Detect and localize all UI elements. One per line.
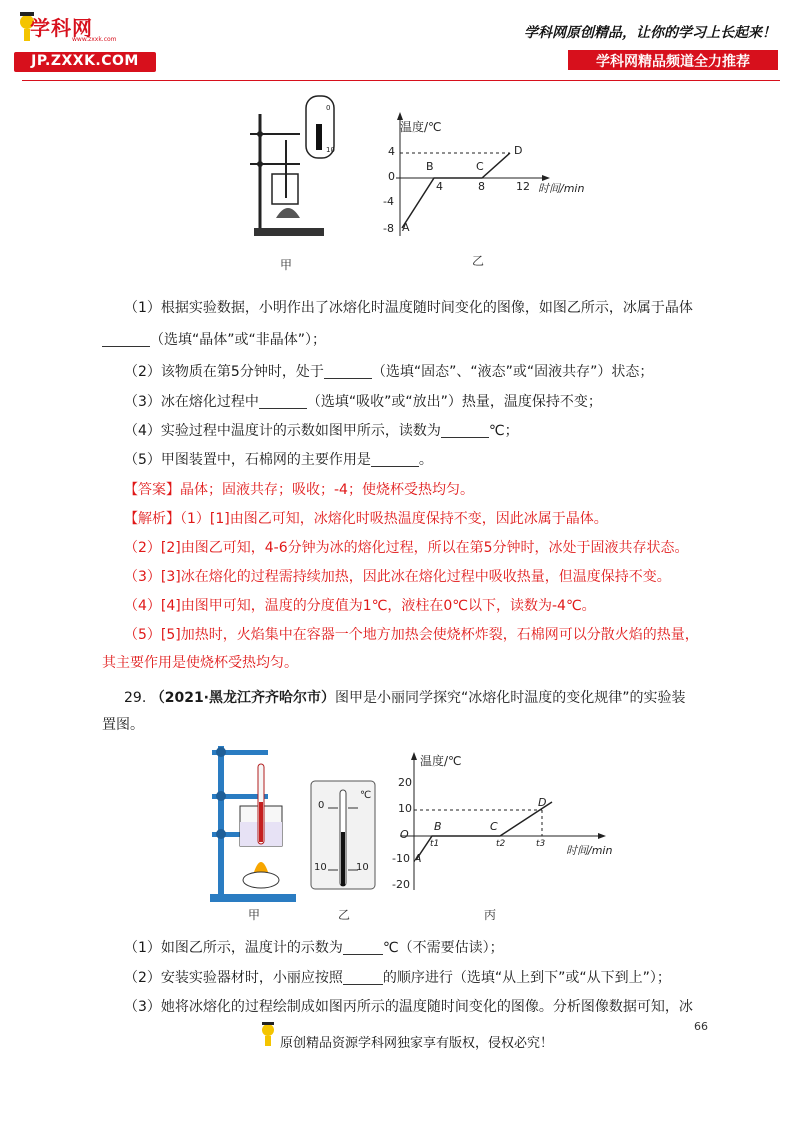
q28-part1-line: （1）根据实验数据，小明作出了冰熔化时温度随时间变化的图像，如图乙所示，冰属于晶体 (124, 300, 693, 316)
thermo2-tick: 0 (318, 800, 325, 811)
slogan-bar-text: 学科网精品频道全力推荐 (596, 54, 750, 70)
figure1-point-label: D (514, 144, 523, 157)
q28-answer: 【答案】晶体；固液共存；吸收；-4；使烧杯受热均匀。 (124, 482, 474, 498)
q28-part5: （5）甲图装置中，石棉网的主要作用是 。 (124, 452, 433, 468)
figure1-xtick: 12 (516, 180, 530, 193)
q28-part1-line2: （选填“晶体”或“非晶体”）； (102, 329, 326, 349)
figure2-ytick: 20 (398, 776, 412, 789)
figure2-ytick: -10 (392, 852, 410, 865)
answer-blank[interactable] (102, 332, 150, 347)
answer-blank[interactable] (324, 364, 372, 379)
figure1-label-yi: 乙 (472, 254, 485, 268)
figure2-xtick: t3 (536, 839, 546, 849)
question-source: （2021·黑龙江齐齐哈尔市） (150, 690, 336, 706)
answer-blank[interactable] (343, 970, 383, 985)
figure1-ytick: 4 (388, 145, 395, 158)
q28-analysis-2: （2）[2]由图乙可知，4-6分钟为冰的熔化过程，所以在第5分钟时，冰处于固液共存状态。 (124, 540, 689, 556)
figure2-ytick: 10 (398, 802, 412, 815)
figure2-graph (380, 744, 630, 894)
q29-part2: （2）安装实验器材时，小丽应按照 的顺序进行（选填“从上到下”或“从下到上”）； (124, 970, 671, 986)
figure2-apparatus (206, 736, 306, 908)
logo-url-small: www.zxxk.com (72, 36, 117, 43)
q29-stem: 29. （2021·黑龙江齐齐哈尔市）图甲是小丽同学探究“冰熔化时温度的变化规律”的实验装 (124, 690, 686, 706)
logo-text: 学科网 (30, 16, 93, 40)
figure1-apparatus (240, 94, 360, 244)
figure1-ylabel: 温度/℃ (400, 120, 442, 134)
footer-mascot-icon (258, 1020, 278, 1050)
q29-part1: （1）如图乙所示，温度计的示数为 ℃（不需要估读）； (124, 940, 504, 956)
answer-blank[interactable] (371, 452, 419, 467)
figure1-xlabel: 时间/min (538, 182, 585, 195)
q29-stem-2: 置图。 (102, 717, 144, 733)
q28-part2: （2）该物质在第5分钟时，处于 （选填“固态”、“液态”或“固液共存”）状态； (124, 364, 654, 380)
question-number: 29. (124, 690, 147, 706)
figure2-origin: O (400, 828, 409, 841)
q28-part4: （4）实验过程中温度计的示数如图甲所示，读数为 ℃； (124, 423, 519, 439)
q28-analysis-1: 【解析】（1）[1]由图乙可知，冰熔化时吸热温度保持不变，因此冰属于晶体。 (124, 511, 608, 527)
svg-text:10: 10 (326, 146, 335, 154)
figure1-point-label: B (426, 160, 434, 173)
figure1-point-label: A (402, 221, 410, 234)
answer-blank[interactable] (259, 394, 307, 409)
figure1-xtick: 8 (478, 180, 485, 193)
figure2-point-label: C (490, 820, 498, 833)
figure2-point-label: B (434, 820, 442, 833)
answer-tag: 【答案】 (124, 482, 180, 498)
figure2-xlabel: 时间/min (566, 844, 613, 857)
q28-analysis-3: （3）[3]冰在熔化的过程需持续加热，因此冰在熔化过程中吸收热量，但温度保持不变。 (124, 569, 671, 585)
thermo2-tick: 10 (356, 862, 369, 873)
figure2-xtick: t2 (496, 839, 506, 849)
q28-analysis-4: （4）[4]由图甲可知，温度的分度值为1℃，液柱在0℃以下，读数为-4℃。 (124, 598, 596, 614)
figure2-ylabel: 温度/℃ (420, 754, 462, 768)
header-divider (22, 80, 780, 81)
logo-bar (14, 52, 156, 72)
figure2-label-jia: 甲 (248, 908, 261, 922)
page-number: 66 (694, 1020, 708, 1033)
figure2-point-label: D (538, 796, 547, 809)
figure1-ytick: 0 (388, 170, 395, 183)
figure1-point-label: C (476, 160, 484, 173)
answer-blank[interactable] (441, 423, 489, 438)
q29-part3: （3）她将冰熔化的过程绘制成如图丙所示的温度随时间变化的图像。分析图像数据可知，冰 (124, 999, 693, 1015)
logo-bar-text: JP.ZXXK.COM (31, 53, 139, 69)
figure1-xtick: 4 (436, 180, 443, 193)
thermo2-unit: ℃ (360, 790, 372, 801)
q28-analysis-5: （5）[5]加热时，火焰集中在容器一个地方加热会使烧杯炸裂，石棉网可以分散火焰的热量， (124, 627, 699, 643)
q28-part3: （3）冰在熔化过程中 （选填“吸收”或“放出”）热量，温度保持不变； (124, 394, 602, 410)
figure2-xtick: t1 (430, 839, 440, 849)
figure2-ytick: -20 (392, 878, 410, 891)
header-slogan-bar (568, 50, 778, 70)
thermo2-tick: 10 (314, 862, 327, 873)
header-slogan: 学科网原创精品，让你的学习上长起来！ (524, 25, 776, 41)
q28-analysis-5b: 其主要作用是使烧杯受热均匀。 (102, 655, 298, 671)
figure1-ytick: -4 (383, 195, 394, 208)
answer-blank[interactable] (343, 940, 383, 955)
figure1-label-jia: 甲 (280, 258, 293, 272)
footer-copyright: 原创精品资源学科网独家享有版权，侵权必究！ (280, 1036, 554, 1051)
svg-text:0: 0 (326, 104, 331, 112)
figure2-label-bing: 丙 (484, 908, 497, 922)
figure2-label-yi: 乙 (338, 908, 351, 922)
analysis-tag: 【解析】 (124, 511, 180, 527)
figure2-point-label: A (414, 852, 422, 865)
figure1-ytick: -8 (383, 222, 394, 235)
